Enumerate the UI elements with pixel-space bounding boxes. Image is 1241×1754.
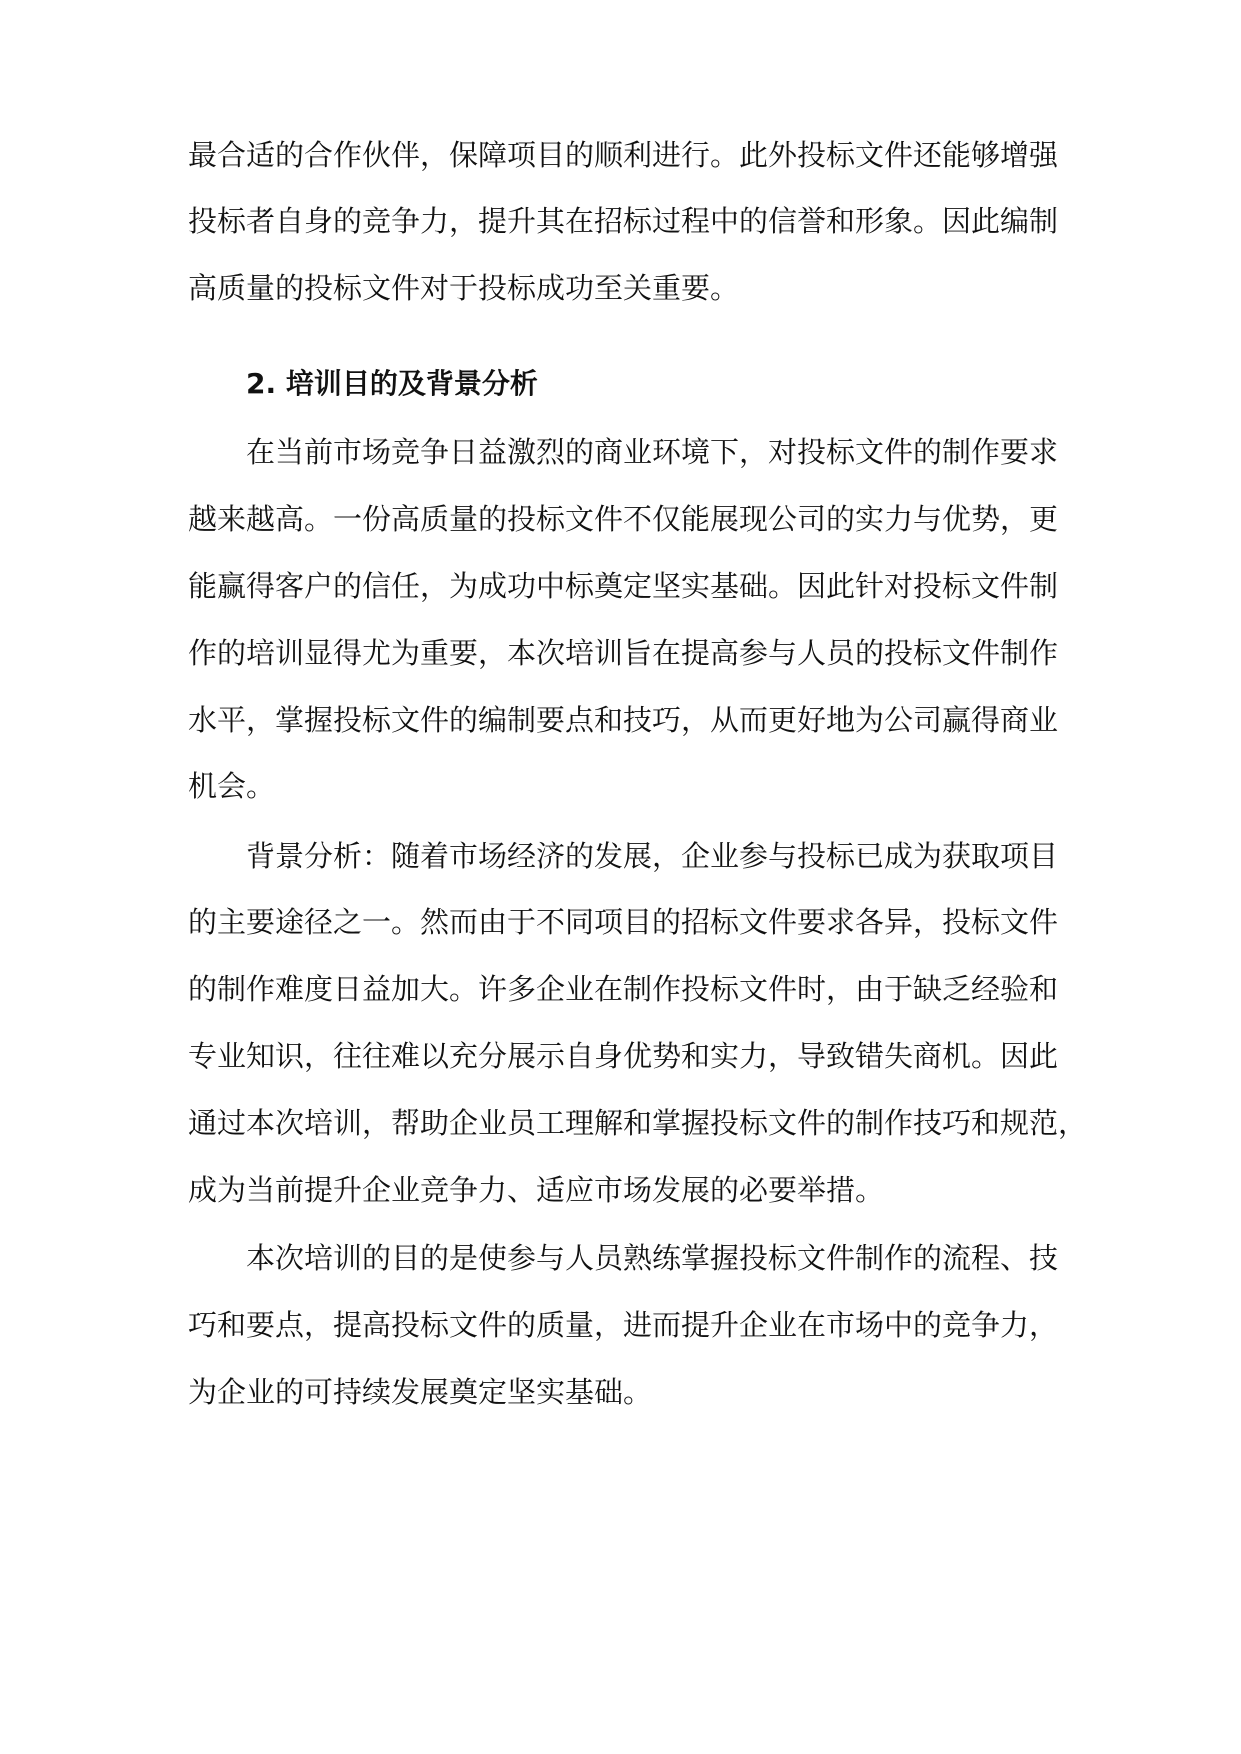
paragraph-line: 为企业的可持续发展奠定坚实基础。 [188,1375,653,1409]
paragraph-line: 越来越高。一份高质量的投标文件不仅能展现公司的实力与优势，更 [188,502,1059,536]
paragraph-line: 最合适的合作伙伴，保障项目的顺利进行。此外投标文件还能够增强 [188,138,1059,172]
paragraph-line: 投标者自身的竞争力，提升其在招标过程中的信誉和形象。因此编制 [188,204,1059,238]
paragraph-line: 巧和要点，提高投标文件的质量，进而提升企业在市场中的竞争力， [188,1308,1059,1342]
paragraph-line: 高质量的投标文件对于投标成功至关重要。 [188,271,740,305]
paragraph-line: 水平，掌握投标文件的编制要点和技巧，从而更好地为公司赢得商业 [188,703,1059,737]
paragraph-line: 在当前市场竞争日益激烈的商业环境下，对投标文件的制作要求 [246,435,1059,469]
paragraph-line: 成为当前提升企业竞争力、适应市场发展的必要举措。 [188,1173,885,1207]
paragraph-line: 能赢得客户的信任，为成功中标奠定坚实基础。因此针对投标文件制 [188,569,1059,603]
paragraph-line: 专业知识，往往难以充分展示自身优势和实力，导致错失商机。因此 [188,1039,1059,1073]
paragraph-line: 本次培训的目的是使参与人员熟练掌握投标文件制作的流程、技 [246,1241,1059,1275]
paragraph-line: 的制作难度日益加大。许多企业在制作投标文件时，由于缺乏经验和 [188,972,1059,1006]
section-heading: 2. 培训目的及背景分析 [246,367,538,400]
paragraph-line: 机会。 [188,769,276,803]
paragraph-line: 的主要途径之一。然而由于不同项目的招标文件要求各异，投标文件 [188,905,1059,939]
paragraph-line: 背景分析：随着市场经济的发展，企业参与投标已成为获取项目 [246,839,1059,873]
paragraph-line: 作的培训显得尤为重要，本次培训旨在提高参与人员的投标文件制作 [188,636,1059,670]
paragraph-line: 通过本次培训，帮助企业员工理解和掌握投标文件的制作技巧和规范， [188,1106,1088,1140]
